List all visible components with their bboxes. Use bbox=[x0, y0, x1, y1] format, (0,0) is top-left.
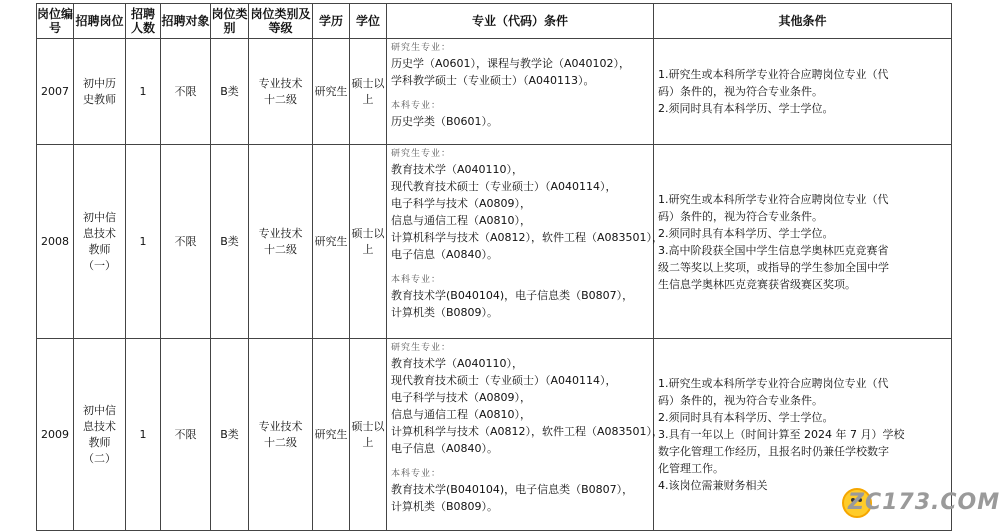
other-condition-line: 生信息学奥林匹克竞赛获省级赛区奖项。 bbox=[658, 277, 856, 291]
other-condition-line: 化管理工作。 bbox=[658, 462, 724, 475]
ug-major-line: 教育技术学(B040104)，电子信息类（B0807）， bbox=[391, 483, 634, 496]
recruitment-table bbox=[36, 3, 952, 531]
cell-target: 不限 bbox=[161, 339, 211, 531]
cell-degree: 硕士以上 bbox=[350, 145, 387, 339]
cell-count: 1 bbox=[126, 39, 161, 145]
other-condition-line: 4.该岗位需兼财务相关 bbox=[658, 479, 768, 492]
cell-degree: 硕士以上 bbox=[350, 339, 387, 531]
cell-grade: 专业技术十二级 bbox=[249, 145, 313, 339]
header-title: 招聘岗位 bbox=[74, 4, 126, 39]
other-condition-line: 码）条件的，视为符合专业条件。 bbox=[658, 209, 823, 223]
cell-major bbox=[387, 339, 664, 531]
cell-target: 不限 bbox=[161, 145, 211, 339]
other-condition-line: 3.高中阶段获全国中学生信息学奥林匹克竞赛省 bbox=[658, 243, 889, 257]
ug-major-line: 教育技术学(B040104)，电子信息类（B0807）， bbox=[391, 289, 634, 302]
grad-major-line: 教育技术学（A040110）， bbox=[391, 357, 524, 370]
header-degree: 学位 bbox=[350, 4, 387, 39]
cell-degree: 硕士以上 bbox=[350, 39, 387, 145]
ug-label: 本科专业： bbox=[391, 275, 442, 285]
grad-major-line: 信息与通信工程（A0810）， bbox=[391, 214, 532, 227]
other-condition-line: 2.须同时具有本科学历、学士学位。 bbox=[658, 102, 834, 115]
cell-education: 研究生 bbox=[313, 39, 350, 145]
grad-major-line: 历史学（A0601），课程与教学论（A040102）， bbox=[391, 57, 631, 70]
cell-code: 2008 bbox=[37, 145, 74, 339]
grad-label: 研究生专业： bbox=[391, 43, 452, 53]
watermark-logo: ZC173.COM bbox=[848, 490, 1000, 515]
grad-major-line: 计算机科学与技术（A0812），软件工程（A083501）， bbox=[391, 425, 664, 438]
table-row bbox=[37, 39, 952, 145]
cell-category: B类 bbox=[211, 145, 249, 339]
grad-major-line: 学科教学硕士（专业硕士）（A040113）。 bbox=[391, 74, 595, 87]
grad-major-line: 信息与通信工程（A0810）， bbox=[391, 408, 532, 421]
header-row bbox=[37, 4, 952, 39]
ug-major-line: 计算机类（B0809）。 bbox=[391, 500, 499, 513]
other-condition-line: 2.须同时具有本科学历、学士学位。 bbox=[658, 226, 834, 240]
header-count: 招聘人数 bbox=[126, 4, 161, 39]
other-condition-line: 1.研究生或本科所学专业符合应聘岗位专业（代 bbox=[658, 68, 889, 81]
grad-major-line: 电子科学与技术（A0809）， bbox=[391, 391, 532, 404]
ug-major-line: 历史学类（B0601）。 bbox=[391, 115, 499, 128]
header-major: 专业（代码）条件 bbox=[387, 4, 654, 39]
grad-major-line: 电子信息（A0840）。 bbox=[391, 248, 499, 261]
cell-education: 研究生 bbox=[313, 145, 350, 339]
header-grade: 岗位类别及等级 bbox=[249, 4, 313, 39]
header-other: 其他条件 bbox=[654, 4, 952, 39]
cell-count: 1 bbox=[126, 145, 161, 339]
cell-title: 初中信息技术教师（二） bbox=[74, 339, 126, 531]
cell-major bbox=[387, 145, 664, 339]
ug-major-line: 计算机类（B0809）。 bbox=[391, 306, 499, 319]
other-condition-line: 1.研究生或本科所学专业符合应聘岗位专业（代 bbox=[658, 192, 889, 206]
cell-major bbox=[387, 39, 654, 145]
cell-grade: 专业技术十二级 bbox=[249, 39, 313, 145]
ug-label: 本科专业： bbox=[391, 469, 442, 479]
grad-major-line: 现代教育技术硕士（专业硕士）（A040114）， bbox=[391, 374, 617, 387]
header-category: 岗位类别 bbox=[211, 4, 249, 39]
cell-code: 2009 bbox=[37, 339, 74, 531]
grad-label: 研究生专业： bbox=[391, 149, 452, 159]
other-condition-line: 1.研究生或本科所学专业符合应聘岗位专业（代 bbox=[658, 377, 889, 390]
other-condition-line: 码）条件的，视为符合专业条件。 bbox=[658, 85, 823, 98]
grad-major-line: 计算机科学与技术（A0812），软件工程（A083501）， bbox=[391, 231, 664, 244]
cell-code: 2007 bbox=[37, 39, 74, 145]
header-education: 学历 bbox=[313, 4, 350, 39]
grad-major-line: 教育技术学（A040110）， bbox=[391, 163, 524, 176]
ug-label: 本科专业： bbox=[391, 101, 442, 111]
grad-major-line: 现代教育技术硕士（专业硕士）（A040114）， bbox=[391, 180, 617, 193]
cell-category: B类 bbox=[211, 339, 249, 531]
cell-grade: 专业技术十二级 bbox=[249, 339, 313, 531]
cell-target: 不限 bbox=[161, 39, 211, 145]
cell-count: 1 bbox=[126, 339, 161, 531]
cell-other bbox=[654, 145, 952, 339]
cell-other bbox=[654, 39, 952, 145]
grad-major-line: 电子科学与技术（A0809）， bbox=[391, 197, 532, 210]
cell-title: 初中信息技术教师（一） bbox=[74, 145, 126, 339]
other-condition-line: 级二等奖以上奖项，或指导的学生参加全国中学 bbox=[658, 260, 889, 274]
grad-major-line: 电子信息（A0840）。 bbox=[391, 442, 499, 455]
cell-category: B类 bbox=[211, 39, 249, 145]
header-target: 招聘对象 bbox=[161, 4, 211, 39]
grad-label: 研究生专业： bbox=[391, 343, 452, 353]
header-code: 岗位编号 bbox=[37, 4, 74, 39]
other-condition-line: 2.须同时具有本科学历、学士学位。 bbox=[658, 411, 834, 424]
other-condition-line: 3.具有一年以上（时间计算至 2024 年 7 月）学校 bbox=[658, 428, 905, 441]
cell-education: 研究生 bbox=[313, 339, 350, 531]
cell-title: 初中历史教师 bbox=[74, 39, 126, 145]
other-condition-line: 码）条件的，视为符合专业条件。 bbox=[658, 394, 823, 407]
table-row bbox=[37, 339, 952, 531]
table-row bbox=[37, 145, 952, 339]
other-condition-line: 数字化管理工作经历，且报名时仍兼任学校数字 bbox=[658, 445, 889, 458]
